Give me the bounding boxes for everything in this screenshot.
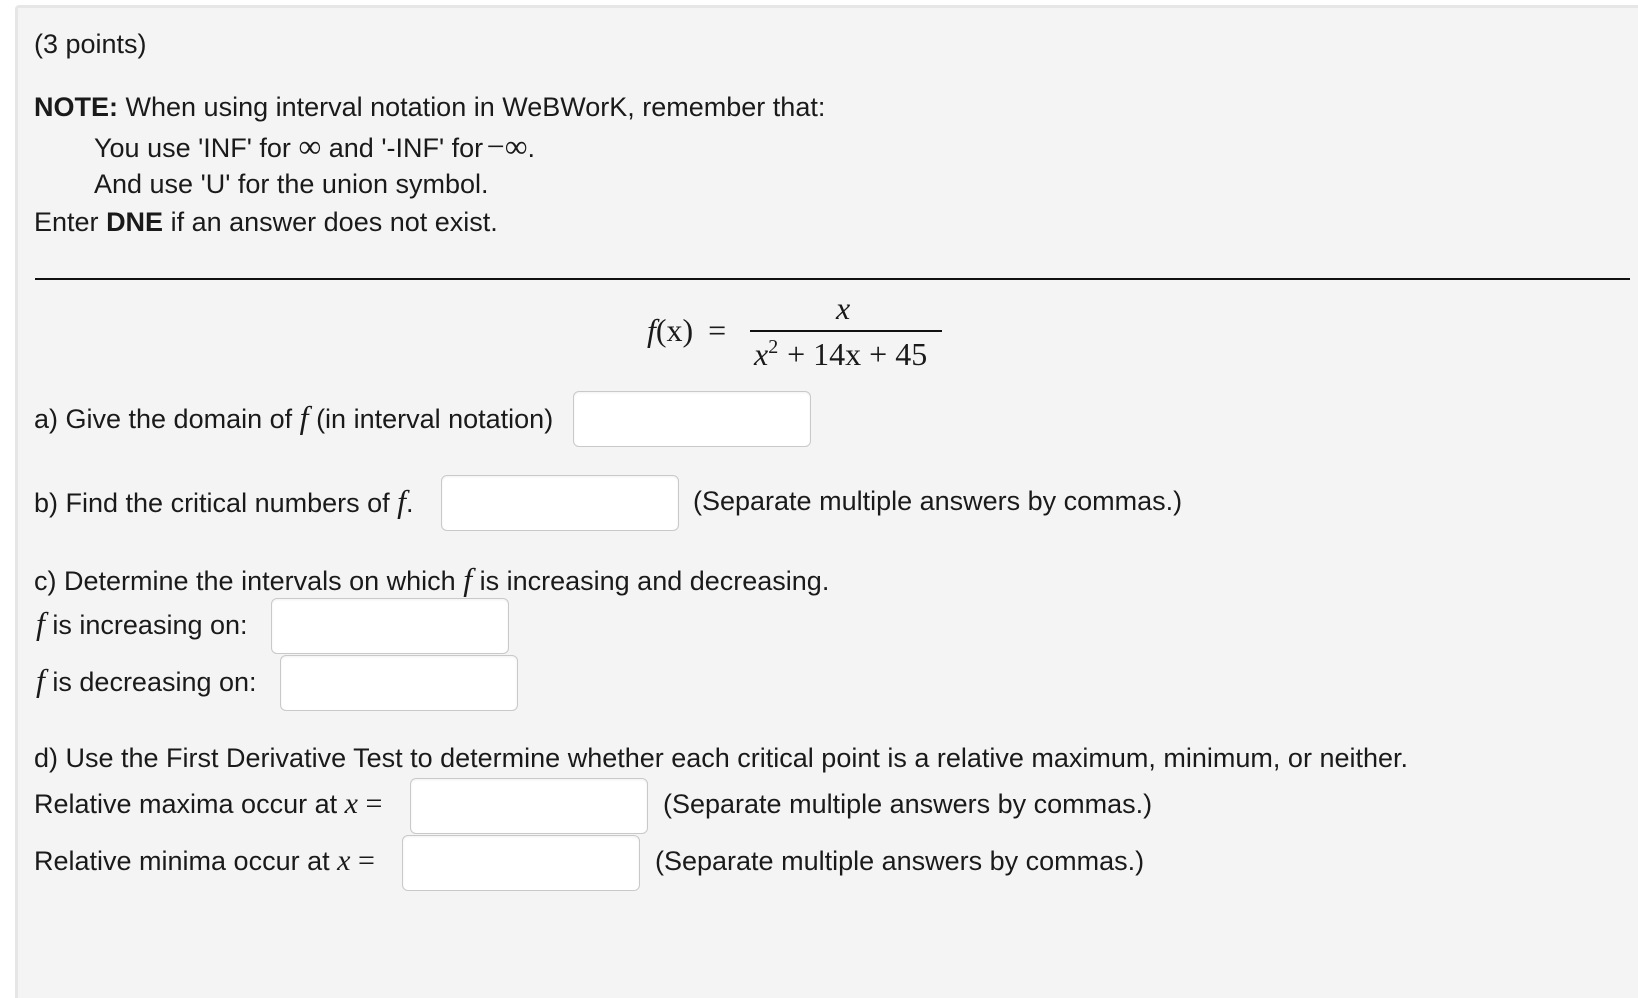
part-b-hint: (Separate multiple answers by commas.) (693, 486, 1183, 516)
relative-minima-var: x (337, 844, 351, 877)
note-union-line: And use 'U' for the union symbol. (94, 169, 489, 199)
part-d-label: d) Use the First Derivative Test to determine whether each critical point is a relative maximum, minimum, or neither. (34, 743, 1409, 773)
part-c-text: c) Determine the intervals on which (34, 566, 456, 596)
part-a-label (34, 401, 553, 435)
decreasing-label (36, 664, 257, 698)
relative-maxima-text: Relative maxima occur at (34, 789, 338, 819)
increasing-text: is increasing on: (52, 610, 248, 640)
relative-minima-text: Relative minima occur at (34, 846, 330, 876)
note-label: NOTE: (34, 92, 118, 122)
den-x: x (754, 336, 769, 372)
relative-minima-input[interactable] (402, 835, 640, 891)
note-dne-keyword: DNE (106, 207, 164, 237)
note-inf-text-b: and '-INF' for (328, 133, 484, 163)
critical-numbers-input[interactable] (441, 475, 679, 531)
infinity-symbol: ∞ (298, 128, 322, 164)
increasing-input[interactable] (271, 598, 509, 654)
note-inf-text-a: You use 'INF' for (94, 133, 291, 163)
part-c-text-post: is increasing and decreasing. (479, 566, 830, 596)
part-c-var: f (463, 561, 473, 597)
neg-infinity-symbol: −∞ (486, 128, 528, 164)
note-dne-line (34, 206, 498, 238)
increasing-var: f (36, 605, 45, 641)
formula-equals: = (708, 312, 727, 348)
formula-numerator: x (836, 290, 851, 326)
part-a-text-post: (in interval notation) (316, 404, 554, 434)
formula-lhs (647, 312, 726, 348)
domain-input[interactable] (573, 391, 811, 447)
note-line (34, 91, 825, 123)
note-dne-c: if an answer does not exist. (170, 207, 498, 237)
relative-maxima-var: x (344, 787, 358, 820)
note-inf-end: . (527, 133, 536, 163)
relative-minima-hint: (Separate multiple answers by commas.) (655, 846, 1145, 876)
decreasing-var: f (36, 662, 45, 698)
part-b-text-post: . (406, 488, 414, 518)
relative-maxima-input[interactable] (410, 778, 648, 834)
formula-f: f (647, 312, 656, 348)
relative-maxima-eq: = (365, 787, 383, 820)
relative-minima-eq: = (357, 844, 375, 877)
formula-arg: (x) (655, 312, 694, 348)
formula-denominator (754, 336, 927, 372)
part-b-var: f (397, 483, 407, 519)
part-b-text: b) Find the critical numbers of (34, 488, 390, 518)
note-inf-line (94, 130, 535, 164)
part-c-label (34, 563, 829, 597)
den-rest: + 14x + 45 (787, 336, 928, 372)
note-intro: When using interval notation in WeBWorK, remember that: (125, 92, 826, 122)
den-exponent: 2 (768, 336, 779, 358)
decreasing-input[interactable] (280, 655, 518, 711)
decreasing-text: is decreasing on: (52, 667, 257, 697)
part-a-var: f (299, 399, 309, 435)
relative-maxima-hint: (Separate multiple answers by commas.) (663, 789, 1153, 819)
part-a-text: a) Give the domain of (34, 404, 293, 434)
relative-minima-label (34, 845, 375, 877)
note-dne-a: Enter (34, 207, 99, 237)
divider (35, 278, 1630, 280)
increasing-label (36, 607, 248, 641)
relative-maxima-label (34, 788, 382, 820)
fraction-bar (750, 330, 942, 332)
part-b-label (34, 485, 414, 519)
points-label: (3 points) (34, 29, 147, 59)
